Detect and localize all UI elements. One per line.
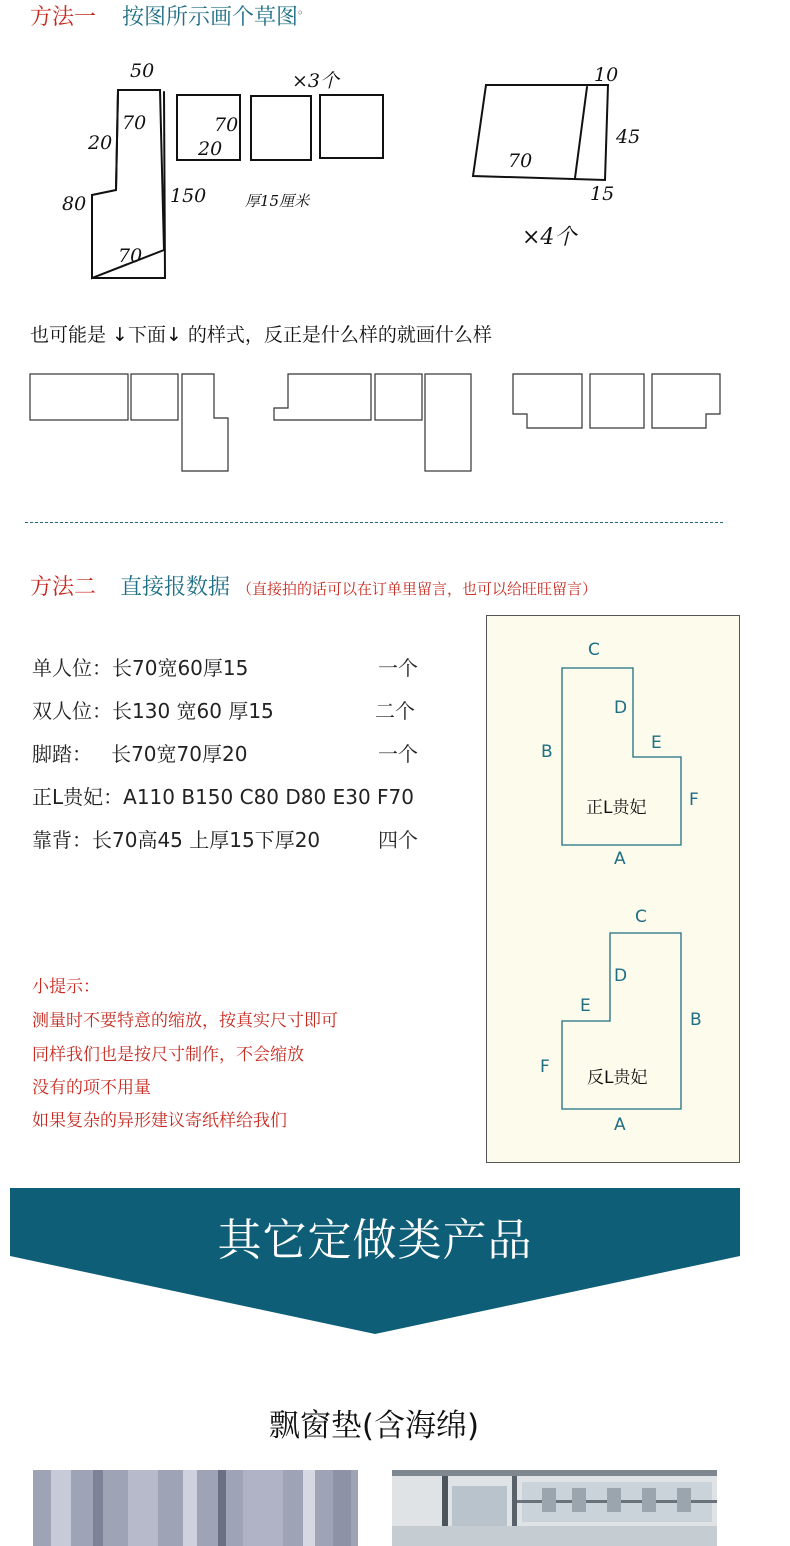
sketch-x3: ×3个 xyxy=(292,70,340,92)
top-letter-b: B xyxy=(541,742,553,762)
bay-window-photo-1 xyxy=(33,1470,358,1546)
sketch-n150: 150 xyxy=(170,185,207,207)
bottom-letter-d: D xyxy=(614,966,628,986)
data-qty-double: 二个 xyxy=(375,699,415,723)
outline-rect-4 xyxy=(425,374,471,471)
method2-note: （直接拍的话可以在订单里留言，也可以给旺旺留言） xyxy=(237,580,598,598)
data-row-chaise: 正L贵妃：A110 B150 C80 D80 E30 F70 xyxy=(32,785,414,809)
outline-l-1 xyxy=(182,374,228,471)
method2-heading xyxy=(30,570,597,601)
method1-label: 方法一 xyxy=(30,5,97,30)
banner-title: 其它定做类产品 xyxy=(217,1215,533,1266)
outline-examples xyxy=(0,360,790,480)
method1-dot: 。 xyxy=(298,2,311,16)
sketch-n70d: 70 xyxy=(508,150,533,172)
outline-rect-5 xyxy=(590,374,644,428)
sketch-thickness: 厚15厘米 xyxy=(245,192,310,210)
section-divider xyxy=(25,522,723,523)
outline-rect-2 xyxy=(131,374,178,420)
sketch-n45: 45 xyxy=(616,126,641,148)
outline-l-2 xyxy=(274,374,371,420)
bottom-letter-e: E xyxy=(580,996,591,1016)
data-row-double: 双人位：长130 宽60 厚15 xyxy=(32,699,274,723)
method2-title: 直接报数据 xyxy=(120,575,231,600)
bottom-letter-b: B xyxy=(690,1010,702,1030)
left-l-chaise-label: 反L贵妃 xyxy=(587,1068,648,1088)
tip-line-4: 如果复杂的异形建议寄纸样给我们 xyxy=(32,1111,287,1131)
sketch-x4: ×4个 xyxy=(522,225,577,250)
method1-text: 按图所示画个草图 xyxy=(122,5,299,30)
sketch-n70a: 70 xyxy=(122,112,147,134)
data-qty-backrest: 四个 xyxy=(378,828,418,852)
bay-window-title: 飘窗垫(含海绵) xyxy=(268,1408,480,1444)
sketch-box-3 xyxy=(320,95,383,158)
tip-heading: 小提示： xyxy=(32,977,100,997)
data-row-single: 单人位：长70宽60厚15 xyxy=(32,656,249,680)
method1-heading xyxy=(30,0,310,31)
alternative-style-text: 也可能是 ↓下面↓ 的样式，反正是什么样的就画什么样 xyxy=(30,324,492,346)
right-l-chaise-shape xyxy=(562,668,681,845)
sketch-n70b: 70 xyxy=(118,245,143,267)
data-qty-footrest: 一个 xyxy=(378,742,418,766)
data-row-footrest: 脚踏： 长70宽70厚20 xyxy=(32,742,248,766)
outline-rect-1 xyxy=(30,374,128,420)
top-letter-e: E xyxy=(651,733,662,753)
outline-l-3 xyxy=(513,374,582,428)
sketch-n70c: 70 xyxy=(214,114,239,136)
tip-line-2: 同样我们也是按尺寸制作，不会缩放 xyxy=(32,1045,304,1065)
data-qty-single: 一个 xyxy=(378,656,418,680)
method2-label: 方法二 xyxy=(30,575,97,600)
tip-line-3: 没有的项不用量 xyxy=(32,1078,151,1098)
top-letter-f: F xyxy=(689,790,699,810)
data-row-backrest: 靠背：长70高45 上厚15下厚20 xyxy=(32,828,321,852)
outline-l-4 xyxy=(652,374,720,428)
bottom-letter-a: A xyxy=(614,1115,626,1135)
sketch-n20b: 20 xyxy=(198,138,223,160)
top-letter-d: D xyxy=(614,698,628,718)
sketch-n80: 80 xyxy=(62,193,87,215)
sketch-n10: 10 xyxy=(594,64,619,86)
right-l-chaise-label: 正L贵妃 xyxy=(586,798,647,818)
top-letter-a: A xyxy=(614,849,626,869)
bottom-letter-f: F xyxy=(540,1057,550,1077)
outline-rect-3 xyxy=(375,374,422,420)
sketch-back-cushion xyxy=(473,85,608,180)
sketch-n15: 15 xyxy=(590,183,615,205)
bay-window-photo-2 xyxy=(392,1470,717,1546)
sketch-box-2 xyxy=(251,96,311,160)
tip-line-1: 测量时不要特意的缩放，按真实尺寸即可 xyxy=(32,1011,338,1031)
sketch-n50: 50 xyxy=(130,60,155,82)
bottom-letter-c: C xyxy=(635,907,647,927)
top-letter-c: C xyxy=(588,640,600,660)
hand-sketch xyxy=(0,40,790,280)
sketch-n20a: 20 xyxy=(88,132,113,154)
